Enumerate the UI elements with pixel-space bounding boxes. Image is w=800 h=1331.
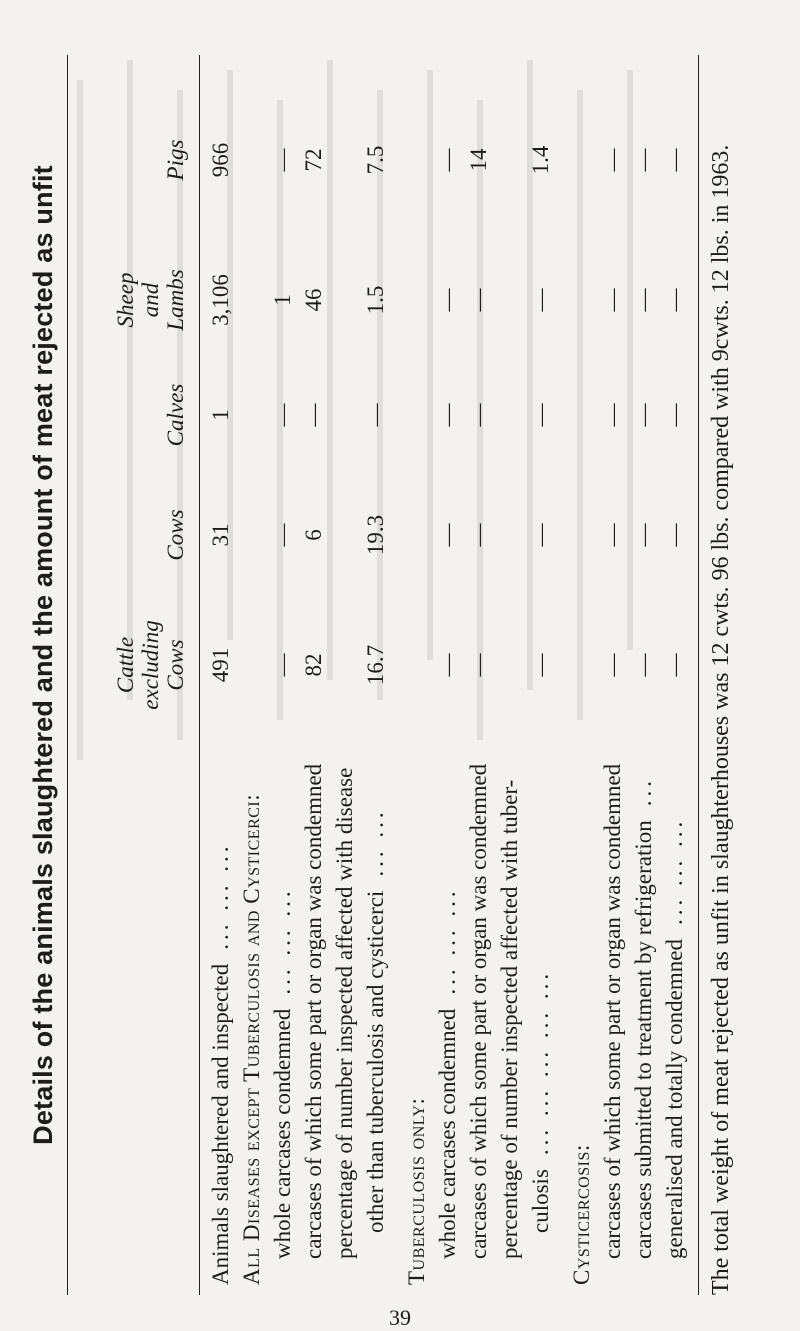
section-heading-row [566,55,597,1295]
cell-pigs: — [600,148,625,172]
leader-dots: ... ... ... [270,887,295,995]
cell-pigs: — [662,148,687,172]
header-line: Cattle [113,636,138,694]
table-row [360,55,391,1295]
page-number: 39 [389,1305,411,1330]
cell-cattle: — [631,653,656,677]
cell-cows: 31 [208,523,233,547]
table-row [659,55,690,1295]
col-header-calves [68,360,196,470]
cell-sheep: — [528,288,553,312]
data-table [67,55,699,1295]
row-label-text: generalised and totally condemned [662,939,687,1259]
table-row [432,55,463,1295]
section-heading: Tuberculosis only: [404,1097,429,1285]
cell-cattle: 82 [301,653,326,677]
row-label-text: other than tuberculosis and cysticerci [363,890,388,1233]
cell-cattle: — [270,653,295,677]
row-label [432,887,463,1259]
row-label-text: carcases of which some part or organ was condemned [301,763,326,1259]
cell-sheep: 1.5 [363,285,388,315]
cell-sheep: 1 [270,294,295,306]
cell-calves: — [301,403,326,427]
cell-calves: — [270,403,295,427]
row-label [267,887,298,1259]
cell-pigs: — [631,148,656,172]
cell-cows: 19.3 [363,514,388,556]
table-row [525,55,556,1295]
leader-dots: ... [631,777,656,807]
leader-dots: ... ... [363,808,388,877]
row-label-text: carcases of which some part or organ was condemned [600,763,625,1259]
col-header-sheep [68,245,196,355]
row-label-text: Animals slaughtered and inspected [208,963,233,1285]
table-row [298,55,329,1295]
cell-calves: — [363,403,388,427]
table-row [597,55,628,1295]
header-line: Sheep [113,272,138,328]
cell-pigs: — [435,148,460,172]
row-label [628,777,659,1259]
row-label-text: culosis [528,1169,553,1233]
cell-cows: 6 [301,529,326,541]
cell-calves: — [662,403,687,427]
row-label [597,764,628,1259]
cell-cattle: — [528,653,553,677]
cell-cattle: 491 [208,647,233,683]
cell-calves: — [528,403,553,427]
cell-cattle: — [600,653,625,677]
table-row [628,55,659,1295]
row-label [360,808,391,1233]
row-label [298,764,329,1259]
row-label [329,768,360,1259]
header-line: Cows [163,509,188,561]
row-label [205,842,236,1285]
cell-cows: — [270,523,295,547]
cell-pigs: 72 [301,148,326,172]
col-header-cattle [68,610,196,720]
cell-cows: — [662,523,687,547]
cell-cows: — [631,523,656,547]
cell-cows: — [600,523,625,547]
cell-pigs: 7.5 [363,145,388,175]
section-heading-row [401,55,432,1295]
cell-sheep: 3,106 [208,274,233,326]
header-line: Calves [163,383,188,447]
row-label [659,818,690,1259]
cell-sheep: — [435,288,460,312]
leader-dots: ... ... ... [208,842,233,950]
table-row [205,55,236,1295]
col-header-pigs [68,105,196,215]
cell-cows: — [466,523,491,547]
section-heading: All Diseases except Tuberculosis and Cysticerci: [239,793,264,1285]
cell-calves: — [466,403,491,427]
header-line: Cows [163,639,188,691]
cell-pigs: 966 [208,142,233,178]
cell-cows: — [435,523,460,547]
cell-calves: — [600,403,625,427]
cell-sheep: — [600,288,625,312]
leader-dots: ... ... ... ... ... [528,969,553,1156]
header-line: and [138,282,163,318]
row-label [494,780,525,1259]
cell-calves: — [435,403,460,427]
rotated-page [10,5,790,1305]
table-row [329,55,360,1295]
cell-cattle: — [466,653,491,677]
cell-cattle: — [435,653,460,677]
row-label-text: percentage of number inspected affected with tuber- [497,779,522,1259]
row-label-text: whole carcases condemned [435,1008,460,1259]
table-row [494,55,525,1295]
header-line: Lambs [163,269,188,331]
cell-calves: 1 [208,409,233,421]
table-row [463,55,494,1295]
cell-sheep: — [662,288,687,312]
header-line: Pigs [163,139,188,181]
section-heading: Cysticercosis: [569,1144,594,1285]
cell-calves: — [631,403,656,427]
row-label [525,970,556,1233]
cell-sheep: 46 [301,288,326,312]
page-title: Details of the animals slaughtered and the amount of meat rejected as unfit [28,165,58,1145]
cell-cattle: — [662,653,687,677]
footnote: The total weight of meat rejected as unfit in slaughterhouses was 12 cwts. 96 lbs. compared with 9cwts. 12 lbs. in 1963. [708,144,734,1295]
row-label [463,764,494,1259]
cell-cows: — [528,523,553,547]
cell-pigs: 14 [466,148,491,172]
row-label-text: carcases submitted to treatment by refrigeration [631,820,656,1259]
table-row [267,55,298,1295]
col-header-cows [68,480,196,590]
header-line: excluding [138,620,163,710]
section-heading-row [236,55,267,1295]
cell-pigs: 1.4 [528,145,553,175]
cell-sheep: — [631,288,656,312]
cell-cattle: 16.7 [363,644,388,686]
cell-sheep: — [466,288,491,312]
leader-dots: ... ... ... [435,887,460,995]
cell-pigs: — [270,148,295,172]
leader-dots: ... ... ... [662,817,687,926]
row-label-text: carcases of which some part or organ was condemned [466,763,491,1259]
header-divider [199,55,200,1295]
row-label-text: whole carcases condemned [270,1008,295,1259]
row-label-text: percentage of number inspected affected with disease [332,767,357,1259]
